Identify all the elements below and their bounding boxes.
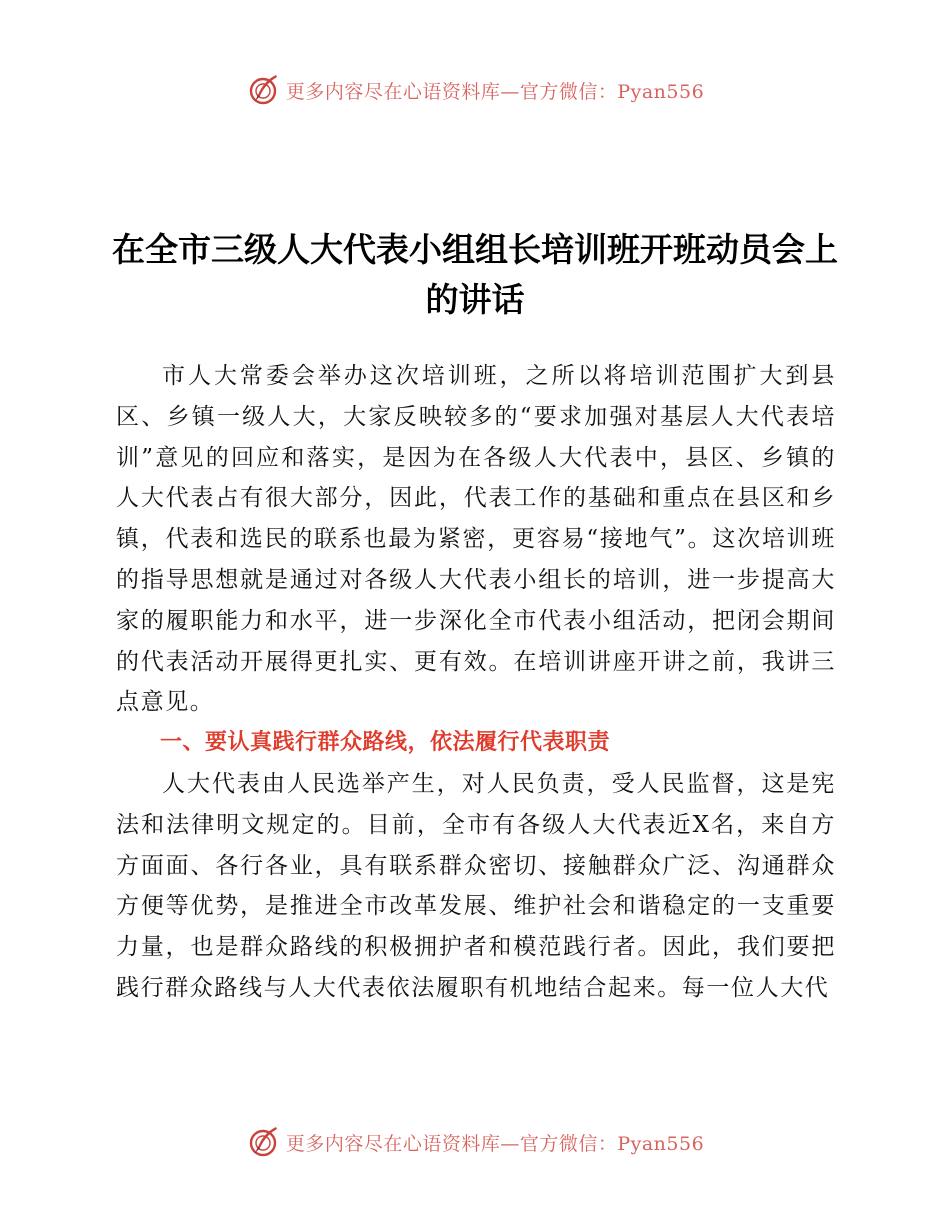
quill-logo-icon (246, 73, 280, 107)
document-title: 在全市三级人大代表小组组长培训班开班动员会上的讲话 (112, 230, 838, 319)
document-body (116, 356, 836, 1009)
section-paragraph: 人大代表由人民选举产生，对人民负责，受人民监督，这是宪法和法律明文规定的。目前，全市有各级人大代表近X名，来自方方面面、各行各业，具有联系群众密切、接触群众广泛、沟通群众方便等优势，是推进全市改革发展、维护社会和谐稳定的一支重要力量，也是群众路线的积极拥护者和模范践行者。因此，我们要把践行群众路线与人大代表依法履职有机地结合起来。每一位人大代 (116, 770, 836, 1001)
footer-banner-text: 更多内容尽在心语资料库—官方微信：Pyan556 (285, 1132, 705, 1155)
footer-banner (0, 1122, 950, 1162)
header-banner-text: 更多内容尽在心语资料库—官方微信：Pyan556 (285, 80, 705, 103)
footer-banner-content (246, 1125, 704, 1159)
quill-logo-icon (246, 1125, 280, 1159)
header-banner-content (246, 73, 704, 107)
section-heading: 一、要认真践行群众路线，依法履行代表职责 (160, 730, 611, 756)
header-banner (0, 70, 950, 110)
intro-paragraph: 市人大常委会举办这次培训班，之所以将培训范围扩大到县区、乡镇一级人大，大家反映较多的“要求加强对基层人大代表培训”意见的回应和落实，是因为在各级人大代表中，县区、乡镇的人大代表占有很大部分，因此，代表工作的基础和重点在县区和乡镇，代表和选民的联系也最为紧密，更容易“接地气”。这次培训班的指导思想就是通过对各级人大代表小组长的培训，进一步提高大家的履职能力和水平，进一步深化全市代表小组活动，把闭会期间的代表活动开展得更扎实、更有效。在培训讲座开讲之前，我讲三点意见。 (116, 363, 836, 716)
